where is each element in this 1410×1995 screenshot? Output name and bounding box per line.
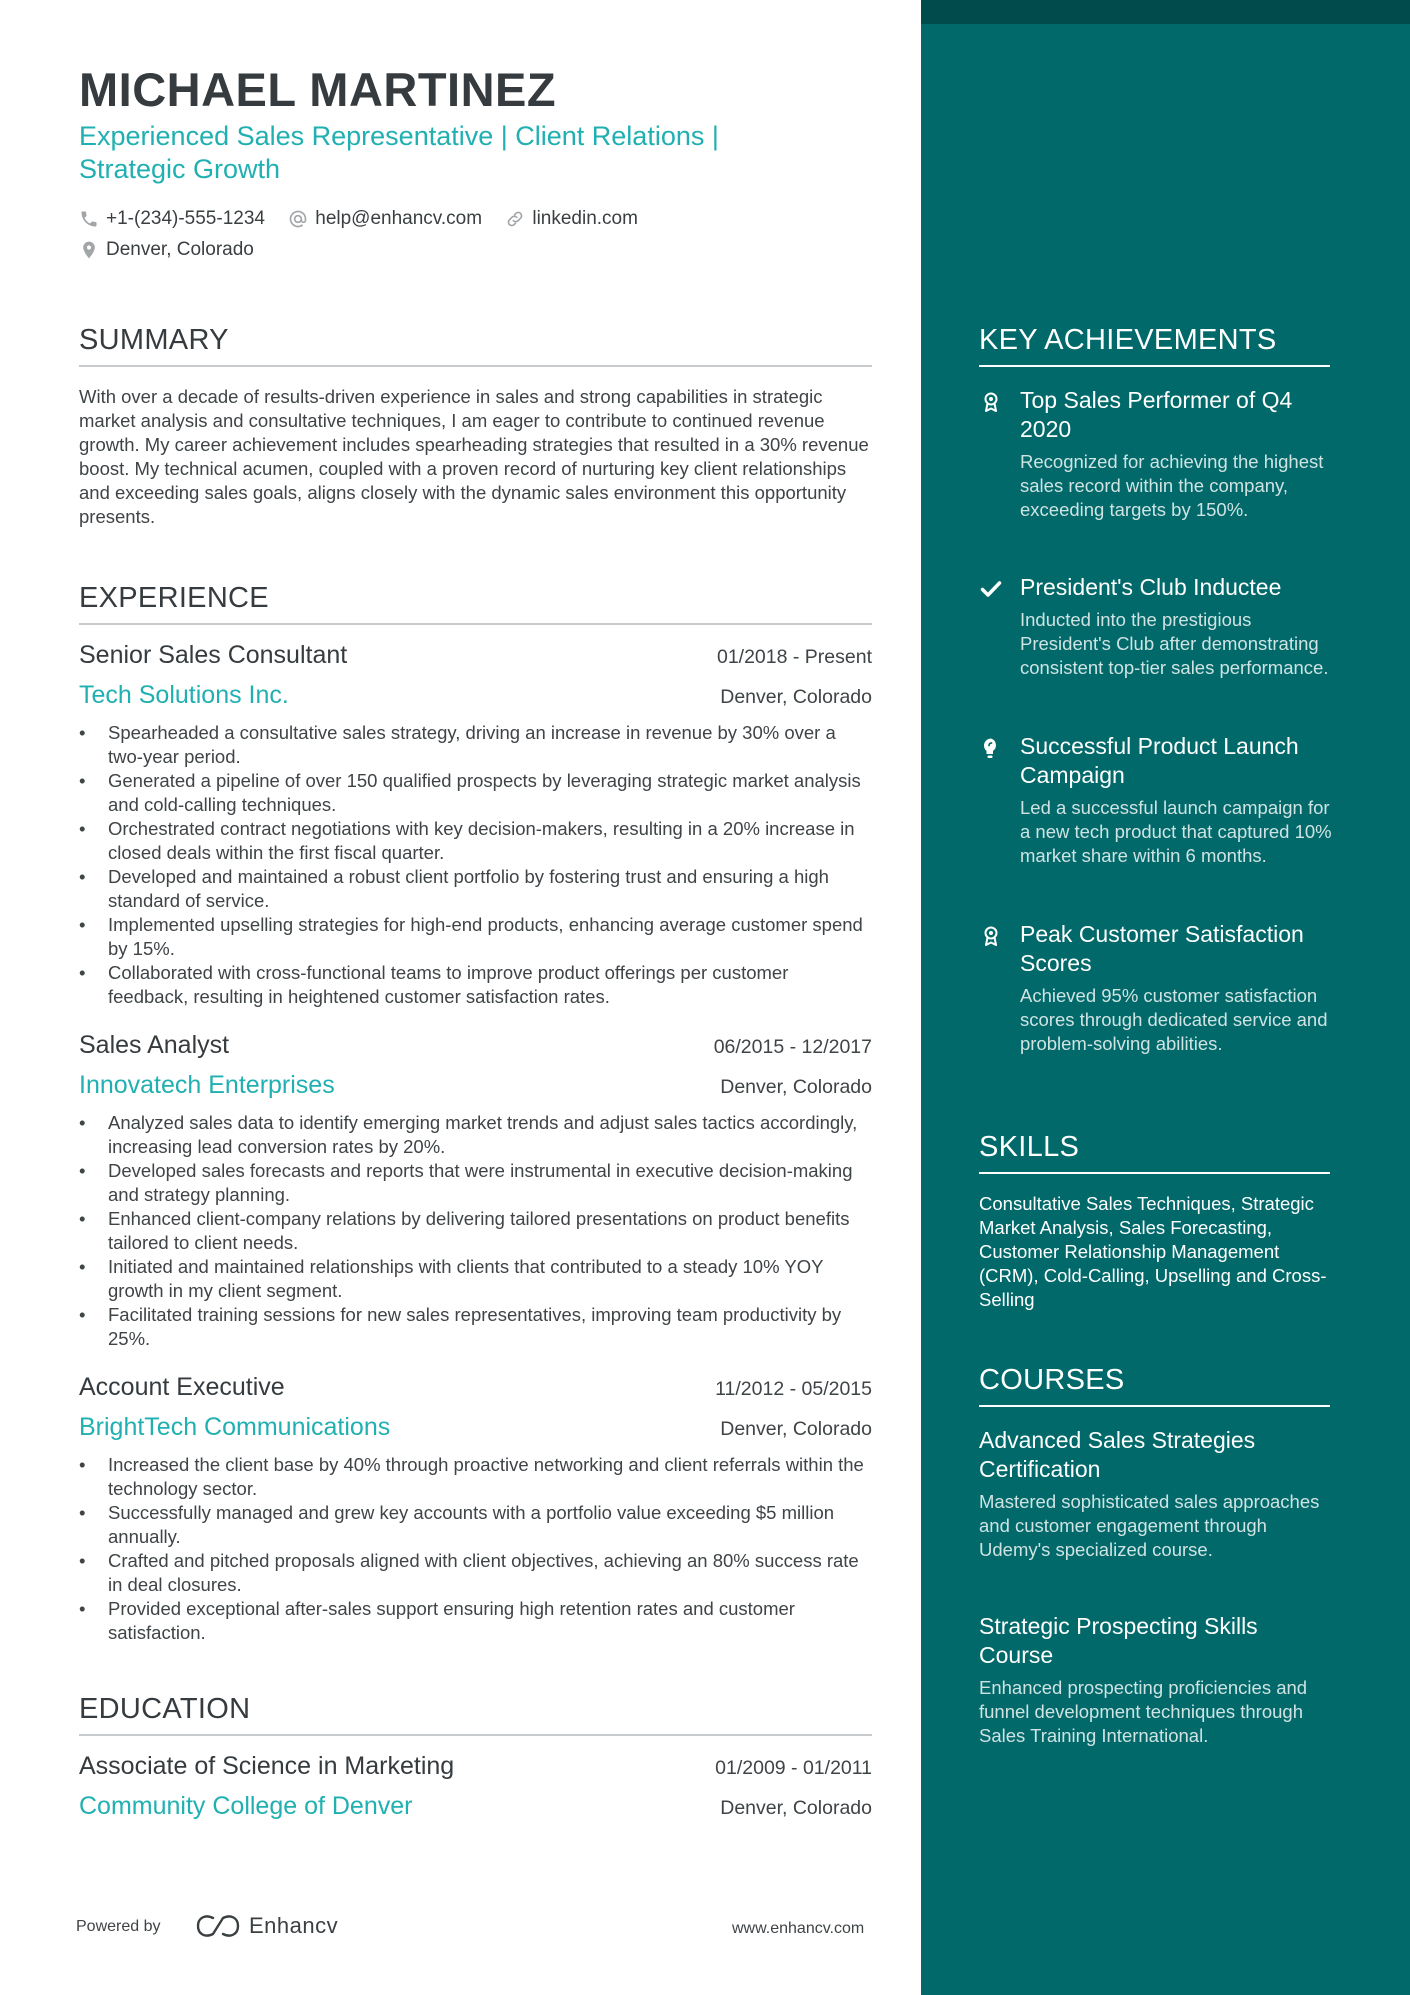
candidate-name: MICHAEL MARTINEZ <box>79 63 557 116</box>
location-contact <box>79 235 254 265</box>
email-text: help@enhancv.com <box>315 208 483 229</box>
bullet-item: • Collaborated with cross-functional teams to improve product offerings per customer feedback, resulting in heightened customer satisfaction rates. <box>79 961 872 1009</box>
enhancv-logo[interactable] <box>195 1913 338 1939</box>
company-name: Tech Solutions Inc. <box>79 681 289 709</box>
bullet-item: • Crafted and pitched proposals aligned with client objectives, achieving an 80% success rate in deal closures. <box>79 1549 872 1597</box>
summary-heading: SUMMARY <box>79 324 872 367</box>
job-bullets <box>79 1111 872 1351</box>
check-icon <box>979 577 1003 601</box>
bullet-item: • Implemented upselling strategies for high-end products, enhancing average customer spend by 15%. <box>79 913 872 961</box>
bullet-item: • Successfully managed and grew key accounts with a portfolio value exceeding $5 million annually. <box>79 1501 872 1549</box>
course-title: Advanced Sales Strategies Certification <box>979 1427 1256 1482</box>
skills-heading: SKILLS <box>979 1131 1330 1174</box>
achievements-heading: KEY ACHIEVEMENTS <box>979 324 1330 367</box>
bullet-item: • Facilitated training sessions for new sales representatives, improving team productivity by 25%. <box>79 1303 872 1351</box>
degree-title: Associate of Science in Marketing <box>79 1752 455 1780</box>
bullet-item: • Enhanced client-company relations by delivering tailored presentations on product benefits tailored to client needs. <box>79 1207 872 1255</box>
achievement-title: Top Sales Performer of Q4 2020 <box>1020 387 1293 442</box>
education-entry <box>79 1752 872 1832</box>
phone-text: +1-(234)-555-1234 <box>106 208 265 229</box>
course-title: Strategic Prospecting Skills Course <box>979 1613 1258 1668</box>
achievement-title: Successful Product Launch Campaign <box>1020 733 1299 788</box>
bullet-item: • Increased the client base by 40% through proactive networking and client referrals within the technology sector. <box>79 1453 872 1501</box>
job-title: Senior Sales Consultant <box>79 641 348 669</box>
enhancv-brand-text: Enhancv <box>249 1913 339 1938</box>
email-contact[interactable] <box>288 204 482 234</box>
award-icon <box>979 924 1003 948</box>
lightbulb-icon <box>979 736 1003 760</box>
school-name: Community College of Denver <box>79 1792 413 1820</box>
bullet-item: • Provided exceptional after-sales support ensuring high retention rates and customer satisfaction. <box>79 1597 872 1645</box>
job-title: Sales Analyst <box>79 1031 230 1059</box>
job-bullets <box>79 1453 872 1645</box>
bullet-item: • Generated a pipeline of over 150 qualified prospects by leveraging strategic market analysis and cold-calling techniques. <box>79 769 872 817</box>
education-dates: 01/2009 - 01/2011 <box>715 1757 872 1779</box>
award-icon <box>979 390 1003 414</box>
linkedin-text: linkedin.com <box>532 208 638 229</box>
achievement-desc: Inducted into the prestigious President's Club after demonstrating consistent top-tier sales performance. <box>1020 609 1329 678</box>
footer-url[interactable]: www.enhancv.com <box>732 1920 865 1937</box>
education-heading: EDUCATION <box>79 1693 872 1736</box>
at-icon <box>288 209 308 229</box>
achievement-desc: Achieved 95% customer satisfaction scores through dedicated service and problem-solving abilities. <box>1020 985 1328 1054</box>
course-item <box>979 1426 1334 1562</box>
course-desc: Enhanced prospecting proficiencies and funnel development techniques through Sales Training International. <box>979 1677 1308 1746</box>
achievement-item <box>979 920 1339 1056</box>
phone-contact[interactable] <box>79 204 265 234</box>
contact-info <box>79 204 839 266</box>
achievement-desc: Recognized for achieving the highest sales record within the company, exceeding targets by 150%. <box>1020 451 1324 520</box>
bullet-item: • Developed and maintained a robust client portfolio by fostering trust and ensuring a high standard of service. <box>79 865 872 913</box>
achievement-title: Peak Customer Satisfaction Scores <box>1020 921 1304 976</box>
achievement-desc: Led a successful launch campaign for a new tech product that captured 10% market share within 6 months. <box>1020 797 1332 866</box>
education-location: Denver, Colorado <box>720 1797 872 1819</box>
summary-text: With over a decade of results-driven experience in sales and strong capabilities in strategic market analysis and consultative techniques, I am eager to contribute to continued revenue growth. My career achievement includes spearheading strategies that resulted in a 30% revenue boost. My technical acumen, coupled with a proven record of nurturing key client relationships and exceeding sales goals, aligns closely with the dynamic sales environment this opportunity presents. <box>79 386 869 527</box>
job-location: Denver, Colorado <box>720 686 872 708</box>
course-item <box>979 1612 1334 1748</box>
achievement-item <box>979 732 1339 868</box>
enhancv-logo-icon <box>195 1913 241 1939</box>
company-name: BrightTech Communications <box>79 1413 391 1441</box>
link-icon <box>505 209 525 229</box>
job-dates: 01/2018 - Present <box>716 646 872 668</box>
bullet-item: • Initiated and maintained relationships with clients that contributed to a steady 10% YOY growth in my client segment. <box>79 1255 872 1303</box>
job-entry <box>79 1031 872 1351</box>
job-location: Denver, Colorado <box>720 1418 872 1440</box>
job-dates: 06/2015 - 12/2017 <box>713 1036 872 1058</box>
bullet-item: • Analyzed sales data to identify emerging market trends and adjust sales tactics accordingly, increasing lead conversion rates by 20%. <box>79 1111 872 1159</box>
bullet-item: • Spearheaded a consultative sales strategy, driving an increase in revenue by 30% over a two-year period. <box>79 721 872 769</box>
bullet-item: • Developed sales forecasts and reports that were instrumental in executive decision-making and strategy planning. <box>79 1159 872 1207</box>
phone-icon <box>79 209 99 229</box>
job-dates: 11/2012 - 05/2015 <box>715 1378 872 1400</box>
company-name: Innovatech Enterprises <box>79 1071 335 1099</box>
achievement-item <box>979 386 1339 522</box>
course-desc: Mastered sophisticated sales approaches and customer engagement through Udemy's specialized course. <box>979 1491 1320 1560</box>
job-title: Account Executive <box>79 1373 285 1401</box>
location-pin-icon <box>79 240 99 260</box>
skills-text: Consultative Sales Techniques, Strategic Market Analysis, Sales Forecasting, Customer Relationship Management (CRM), Cold-Calling, Upselling and Cross-Selling <box>979 1193 1327 1310</box>
tagline: Experienced Sales Representative | Client Relations | Strategic Growth <box>79 121 719 184</box>
job-entry <box>79 1373 872 1645</box>
sidebar-top-band <box>921 0 1410 24</box>
linkedin-contact[interactable] <box>505 204 638 234</box>
experience-heading: EXPERIENCE <box>79 582 872 625</box>
powered-by-label: Powered by <box>76 1918 161 1935</box>
achievement-title: President's Club Inductee <box>1020 574 1282 600</box>
courses-heading: COURSES <box>979 1364 1330 1407</box>
job-entry <box>79 641 872 1009</box>
bullet-item: • Orchestrated contract negotiations with key decision-makers, resulting in a 20% increase in closed deals within the first fiscal quarter. <box>79 817 872 865</box>
location-text: Denver, Colorado <box>106 239 254 260</box>
job-location: Denver, Colorado <box>720 1076 872 1098</box>
job-bullets <box>79 721 872 1009</box>
achievement-item <box>979 573 1339 680</box>
